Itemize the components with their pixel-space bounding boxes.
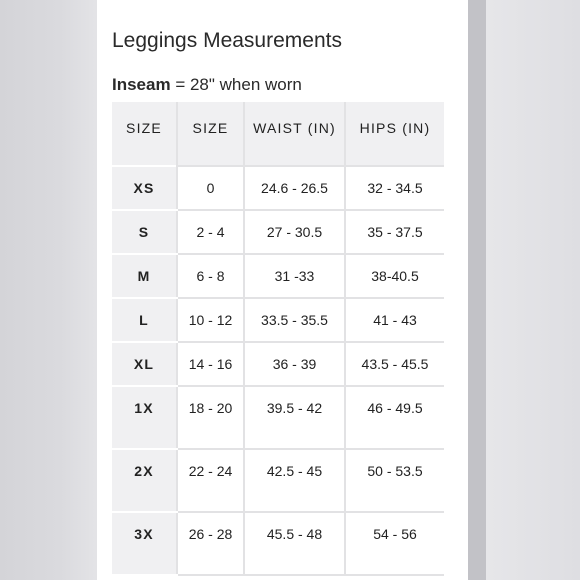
size-number-cell: 6 - 8 — [177, 254, 244, 298]
header-hips: HIPS (IN) — [345, 102, 444, 166]
waist-cell: 36 - 39 — [244, 342, 345, 386]
hips-cell: 38-40.5 — [345, 254, 444, 298]
table-row — [112, 512, 444, 575]
size-chart-table — [112, 102, 444, 576]
size-number-cell: 10 - 12 — [177, 298, 244, 342]
table-row — [112, 386, 444, 449]
waist-cell: 31 -33 — [244, 254, 345, 298]
waist-cell: 42.5 - 45 — [244, 449, 345, 512]
header-size-letter: SIZE — [112, 102, 177, 166]
waist-cell: 24.6 - 26.5 — [244, 166, 345, 210]
table-row — [112, 254, 444, 298]
page-title: Leggings Measurements — [112, 29, 342, 52]
header-size-number: SIZE — [177, 102, 244, 166]
inseam-value: = 28" when worn — [170, 75, 302, 94]
size-letter-cell: S — [112, 210, 177, 254]
size-number-cell: 2 - 4 — [177, 210, 244, 254]
table-row — [112, 166, 444, 210]
size-letter-cell: 1X — [112, 386, 177, 449]
size-letter-cell: 2X — [112, 449, 177, 512]
size-number-cell: 0 — [177, 166, 244, 210]
waist-cell: 33.5 - 35.5 — [244, 298, 345, 342]
content-panel — [97, 0, 468, 580]
table-row — [112, 298, 444, 342]
size-letter-cell: L — [112, 298, 177, 342]
size-number-cell: 18 - 20 — [177, 386, 244, 449]
hips-cell: 41 - 43 — [345, 298, 444, 342]
size-letter-cell: XS — [112, 166, 177, 210]
table-row — [112, 449, 444, 512]
hips-cell: 35 - 37.5 — [345, 210, 444, 254]
background-right — [486, 0, 580, 580]
hips-cell: 54 - 56 — [345, 512, 444, 575]
waist-cell: 27 - 30.5 — [244, 210, 345, 254]
waist-cell: 45.5 - 48 — [244, 512, 345, 575]
hips-cell: 46 - 49.5 — [345, 386, 444, 449]
size-letter-cell: 3X — [112, 512, 177, 575]
table-row — [112, 342, 444, 386]
size-number-cell: 26 - 28 — [177, 512, 244, 575]
table-row — [112, 210, 444, 254]
inseam-note — [112, 75, 302, 95]
size-number-cell: 14 - 16 — [177, 342, 244, 386]
inseam-label: Inseam — [112, 75, 171, 94]
waist-cell: 39.5 - 42 — [244, 386, 345, 449]
size-letter-cell: XL — [112, 342, 177, 386]
hips-cell: 43.5 - 45.5 — [345, 342, 444, 386]
hips-cell: 32 - 34.5 — [345, 166, 444, 210]
header-waist: WAIST (IN) — [244, 102, 345, 166]
size-letter-cell: M — [112, 254, 177, 298]
size-number-cell: 22 - 24 — [177, 449, 244, 512]
table-header-row — [112, 102, 444, 166]
hips-cell: 50 - 53.5 — [345, 449, 444, 512]
scroll-track — [468, 0, 486, 580]
